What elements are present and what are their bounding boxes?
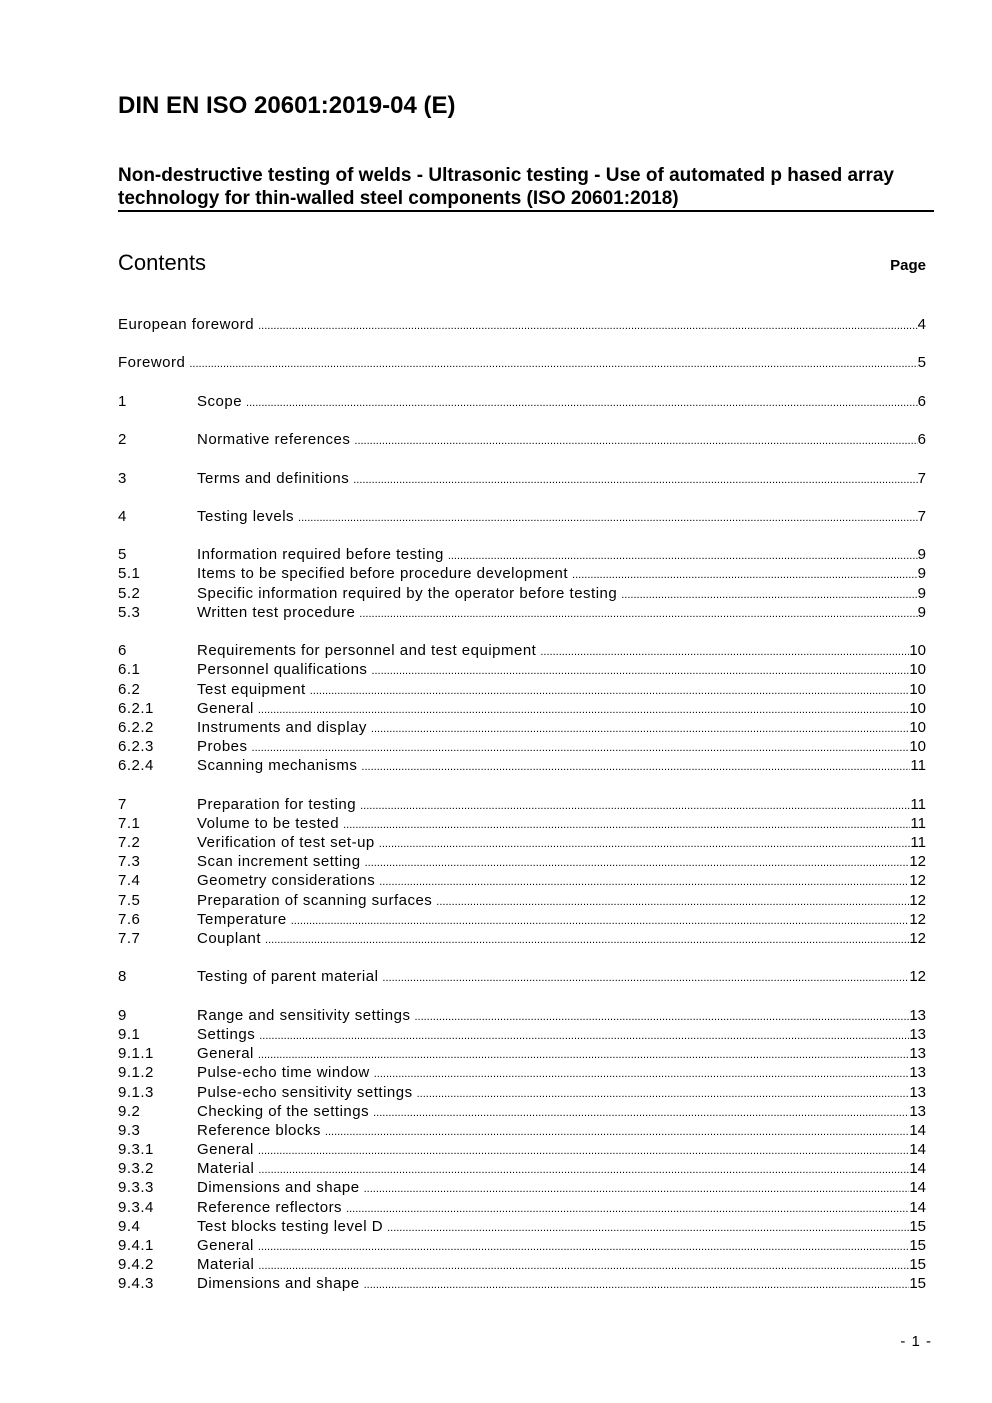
- toc-page-number: 13: [909, 1102, 926, 1120]
- toc-entry[interactable]: [118, 1121, 926, 1140]
- toc-title: Scan increment setting: [197, 853, 361, 871]
- toc-dot-leader: [359, 605, 917, 624]
- toc-page-number: 10: [909, 718, 926, 736]
- toc-title: Reference blocks: [197, 1121, 321, 1139]
- toc-title: Verification of test set-up: [197, 834, 375, 852]
- toc-title: Scanning mechanisms: [197, 757, 358, 775]
- toc-section-number: 9.4.1: [118, 1237, 154, 1254]
- toc-section-number: 3: [118, 469, 127, 487]
- toc-entry[interactable]: [118, 718, 926, 737]
- toc-page-number: 5: [917, 354, 926, 372]
- toc-page-number: 14: [909, 1160, 926, 1178]
- toc-dot-leader: [246, 394, 918, 413]
- toc-group: [118, 545, 926, 622]
- toc-group: [118, 469, 926, 488]
- toc-section-number: 7.2: [118, 834, 141, 852]
- toc-entry[interactable]: [118, 1083, 926, 1102]
- toc-page-number: 7: [917, 507, 926, 525]
- toc-section-number: 9.1: [118, 1025, 141, 1043]
- toc-section-number: 9.3.2: [118, 1160, 154, 1178]
- toc-entry[interactable]: [118, 1102, 926, 1121]
- toc-section-number: 4: [118, 507, 127, 525]
- toc-title: Test equipment: [197, 680, 306, 698]
- toc-section-number: 5.2: [118, 584, 141, 602]
- toc-title: Foreword: [118, 354, 186, 372]
- toc-group: [118, 430, 926, 449]
- toc-entry[interactable]: [118, 1063, 926, 1082]
- toc-title: Range and sensitivity settings: [197, 1006, 411, 1024]
- toc-dot-leader: [353, 471, 917, 490]
- toc-entry[interactable]: [118, 545, 926, 564]
- toc-entry[interactable]: [118, 1159, 926, 1178]
- contents-heading: Contents: [118, 250, 207, 275]
- toc-group: [118, 392, 926, 411]
- toc-group: [118, 315, 926, 334]
- toc-section-number: 9.3.4: [118, 1198, 154, 1216]
- document-id: DIN EN ISO 20601:2019-04 (E): [118, 92, 456, 119]
- toc-page-number: 14: [909, 1121, 926, 1139]
- toc-section-number: 7: [118, 795, 127, 813]
- toc-section-number: 5: [118, 546, 127, 564]
- toc-page-number: 11: [910, 795, 926, 813]
- toc-section-number: 6.2.1: [118, 699, 154, 717]
- toc-section-number: 7.3: [118, 853, 141, 871]
- toc-title: Specific information required by the operator before testing: [197, 584, 618, 602]
- toc-section-number: 9.2: [118, 1102, 141, 1120]
- toc-entry[interactable]: [118, 1025, 926, 1044]
- toc-dot-leader: [361, 758, 910, 777]
- toc-entry[interactable]: [118, 929, 926, 948]
- toc-page-number: 9: [917, 584, 926, 602]
- toc-title: General: [197, 699, 254, 717]
- toc-entry[interactable]: [118, 469, 926, 488]
- toc-entry[interactable]: [118, 1255, 926, 1274]
- toc-group: [118, 967, 926, 986]
- toc-title: Settings: [197, 1025, 256, 1043]
- toc-page-number: 6: [917, 431, 926, 449]
- toc-entry[interactable]: [118, 1217, 926, 1236]
- toc-title: Volume to be tested: [197, 814, 340, 832]
- toc-title: General: [197, 1141, 254, 1159]
- toc-section-number: 7.7: [118, 930, 141, 947]
- document-title: Non-destructive testing of welds - Ultrasonic testing - Use of automated p hased array technology for thin-walled steel components (ISO 20601:2018): [118, 165, 894, 209]
- toc-dot-leader: [298, 509, 918, 528]
- toc-title: Terms and definitions: [197, 469, 350, 487]
- toc-entry[interactable]: [118, 1198, 926, 1217]
- toc-title: Checking of the settings: [197, 1102, 370, 1120]
- toc-section-number: 1: [118, 392, 127, 410]
- toc-section-number: 6.1: [118, 661, 141, 679]
- toc-section-number: 9.3.1: [118, 1141, 154, 1159]
- toc-page-number: 4: [917, 316, 926, 333]
- toc-entry[interactable]: [118, 737, 926, 756]
- toc-title: Dimensions and shape: [197, 1179, 360, 1197]
- toc-page-number: 10: [909, 661, 926, 679]
- toc-page-number: 7: [917, 469, 926, 487]
- toc-title: Material: [197, 1256, 255, 1274]
- toc-page-number: 13: [909, 1045, 926, 1063]
- toc-title: Instruments and display: [197, 718, 367, 736]
- toc-title: Scope: [197, 392, 243, 410]
- toc-section-number: 9.1.1: [118, 1045, 154, 1063]
- toc-entry[interactable]: [118, 1044, 926, 1063]
- toc-title: Pulse-echo time window: [197, 1064, 370, 1082]
- toc-entry[interactable]: [118, 603, 926, 622]
- toc-page-number: 10: [909, 738, 926, 756]
- toc-entry[interactable]: [118, 1274, 926, 1293]
- toc-entry[interactable]: [118, 967, 926, 986]
- toc-section-number: 6: [118, 642, 127, 660]
- toc-entry[interactable]: [118, 507, 926, 526]
- toc-page-number: 15: [909, 1256, 926, 1274]
- toc-section-number: 9.3.3: [118, 1179, 154, 1197]
- toc-page-number: 12: [909, 910, 926, 928]
- toc-entry[interactable]: [118, 315, 926, 334]
- toc-entry[interactable]: [118, 392, 926, 411]
- toc-entry[interactable]: [118, 795, 926, 814]
- toc-page-number: 14: [909, 1198, 926, 1216]
- toc-entry[interactable]: [118, 1236, 926, 1255]
- toc-page-number: 11: [910, 814, 926, 832]
- toc-page-number: 12: [909, 853, 926, 871]
- toc-entry[interactable]: [118, 1140, 926, 1159]
- toc-title: Geometry considerations: [197, 872, 376, 890]
- toc-page-number: 14: [909, 1141, 926, 1159]
- toc-entry[interactable]: [118, 699, 926, 718]
- page-column-label: Page: [890, 257, 926, 274]
- toc-title: Normative references: [197, 431, 351, 449]
- toc-section-number: 6.2.4: [118, 757, 154, 775]
- toc-page-number: 13: [909, 1025, 926, 1043]
- toc-section-number: 7.1: [118, 814, 141, 832]
- table-of-contents: [118, 315, 926, 1313]
- toc-dot-leader: [364, 1276, 910, 1295]
- toc-section-number: 7.4: [118, 872, 141, 890]
- toc-page-number: 12: [909, 872, 926, 890]
- footer-page-number: - 1 -: [900, 1333, 932, 1350]
- toc-entry[interactable]: [118, 353, 926, 372]
- toc-page-number: 9: [917, 565, 926, 583]
- toc-section-number: 5.3: [118, 603, 141, 621]
- toc-page-number: 15: [909, 1217, 926, 1235]
- toc-title: General: [197, 1045, 254, 1063]
- toc-title: General: [197, 1237, 254, 1254]
- toc-title: Material: [197, 1160, 255, 1178]
- toc-entry[interactable]: [118, 680, 926, 699]
- toc-title: Written test procedure: [197, 603, 356, 621]
- toc-entry[interactable]: [118, 584, 926, 603]
- toc-section-number: 9.1.2: [118, 1064, 154, 1082]
- toc-dot-leader: [189, 355, 917, 374]
- toc-page-number: 14: [909, 1179, 926, 1197]
- toc-page-number: 9: [917, 546, 926, 564]
- toc-section-number: 5.1: [118, 565, 141, 583]
- toc-page-number: 13: [909, 1083, 926, 1101]
- toc-title: Couplant: [197, 930, 262, 947]
- toc-page-number: 15: [909, 1237, 926, 1254]
- toc-title: Personnel qualifications: [197, 661, 368, 679]
- toc-entry[interactable]: [118, 1006, 926, 1025]
- toc-entry[interactable]: [118, 852, 926, 871]
- toc-group: [118, 795, 926, 949]
- toc-title: Reference reflectors: [197, 1198, 343, 1216]
- toc-dot-leader: [265, 931, 909, 950]
- toc-page-number: 12: [909, 930, 926, 947]
- toc-page-number: 9: [917, 603, 926, 621]
- toc-entry[interactable]: [118, 871, 926, 890]
- toc-section-number: 2: [118, 431, 127, 449]
- toc-group: [118, 641, 926, 775]
- toc-entry[interactable]: [118, 891, 926, 910]
- toc-page-number: 13: [909, 1064, 926, 1082]
- toc-title: Probes: [197, 738, 248, 756]
- toc-entry[interactable]: [118, 814, 926, 833]
- toc-title: Test blocks testing level D: [197, 1217, 384, 1235]
- toc-section-number: 9.3: [118, 1121, 141, 1139]
- toc-entry[interactable]: [118, 756, 926, 775]
- toc-title: Requirements for personnel and test equipment: [197, 642, 537, 660]
- toc-section-number: 9.4.3: [118, 1275, 154, 1293]
- toc-entry[interactable]: [118, 910, 926, 929]
- toc-group: [118, 353, 926, 372]
- toc-title: Testing of parent material: [197, 968, 379, 986]
- toc-entry[interactable]: [118, 1178, 926, 1197]
- toc-title: European foreword: [118, 316, 255, 333]
- toc-entry[interactable]: [118, 564, 926, 583]
- toc-page-number: 10: [909, 680, 926, 698]
- toc-dot-leader: [258, 317, 918, 336]
- toc-title: Temperature: [197, 910, 287, 928]
- toc-dot-leader: [382, 969, 909, 988]
- toc-title: Pulse-echo sensitivity settings: [197, 1083, 413, 1101]
- title-divider: [118, 210, 934, 212]
- toc-group: [118, 507, 926, 526]
- toc-entry[interactable]: [118, 430, 926, 449]
- toc-section-number: 6.2.3: [118, 738, 154, 756]
- toc-title: Items to be specified before procedure development: [197, 565, 569, 583]
- toc-page-number: 10: [909, 699, 926, 717]
- toc-page-number: 11: [910, 834, 926, 852]
- toc-entry[interactable]: [118, 833, 926, 852]
- toc-group: [118, 1006, 926, 1294]
- toc-title: Preparation for testing: [197, 795, 357, 813]
- toc-section-number: 9.4.2: [118, 1256, 154, 1274]
- toc-page-number: 11: [910, 757, 926, 775]
- toc-section-number: 6.2: [118, 680, 141, 698]
- toc-page-number: 12: [909, 891, 926, 909]
- toc-section-number: 9.4: [118, 1217, 141, 1235]
- toc-section-number: 7.5: [118, 891, 141, 909]
- toc-section-number: 9: [118, 1006, 127, 1024]
- toc-title: Preparation of scanning surfaces: [197, 891, 433, 909]
- toc-page-number: 6: [917, 392, 926, 410]
- toc-entry[interactable]: [118, 641, 926, 660]
- toc-section-number: 6.2.2: [118, 718, 154, 736]
- toc-page-number: 10: [909, 642, 926, 660]
- toc-title: Information required before testing: [197, 546, 444, 564]
- toc-section-number: 7.6: [118, 910, 141, 928]
- toc-title: Dimensions and shape: [197, 1275, 360, 1293]
- toc-section-number: 8: [118, 968, 127, 986]
- toc-page-number: 15: [909, 1275, 926, 1293]
- toc-page-number: 12: [909, 968, 926, 986]
- toc-section-number: 9.1.3: [118, 1083, 154, 1101]
- toc-entry[interactable]: [118, 660, 926, 679]
- toc-title: Testing levels: [197, 507, 295, 525]
- toc-page-number: 13: [909, 1006, 926, 1024]
- toc-dot-leader: [354, 432, 917, 451]
